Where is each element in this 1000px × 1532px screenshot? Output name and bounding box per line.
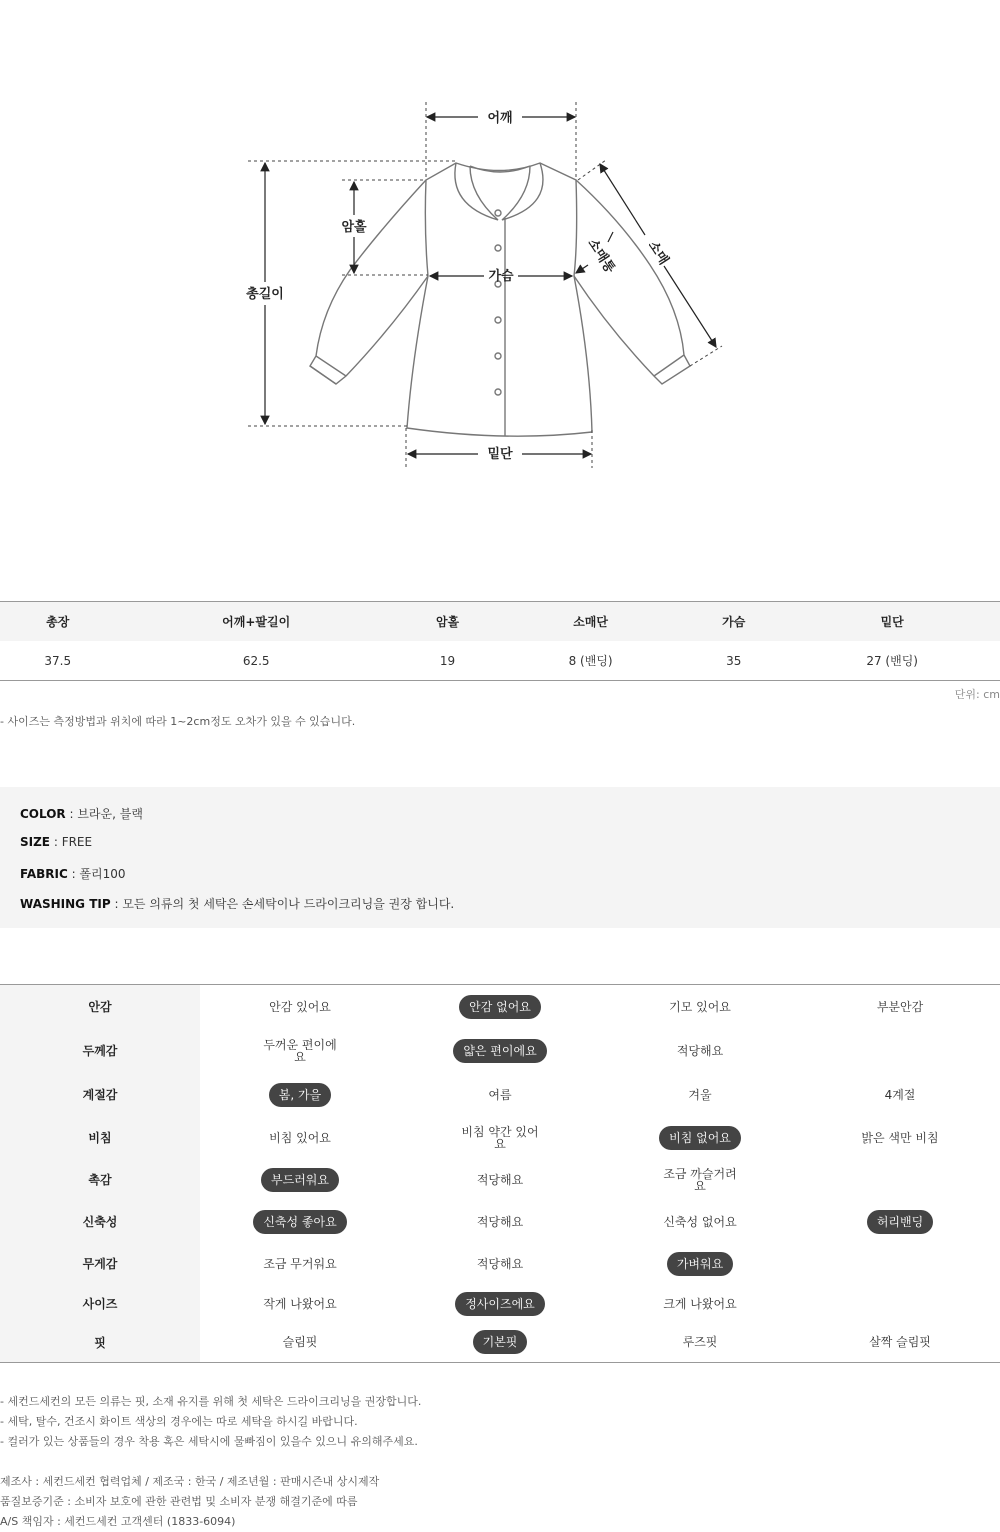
unit-label: 단위: cm xyxy=(954,688,1000,701)
feel-option: 적당해요 xyxy=(476,1256,524,1271)
feel-option-cell xyxy=(400,1243,600,1285)
feel-option: 신축성 없어요 xyxy=(663,1214,737,1229)
feel-option: 슬림핏 xyxy=(282,1335,318,1350)
size-value-cell: 62.5 xyxy=(115,641,396,681)
feel-option: 크게 나왔어요 xyxy=(663,1296,737,1311)
feel-option-cell xyxy=(800,1117,1000,1159)
feel-option: 겨울 xyxy=(688,1087,712,1102)
feel-option: 작게 나왔어요 xyxy=(263,1296,337,1311)
armhole-label: 암홀 xyxy=(341,220,367,235)
feel-option-cell xyxy=(600,1159,800,1201)
feel-row xyxy=(0,985,1000,1029)
size-label: SIZE xyxy=(20,835,51,849)
total-length-label: 총길이 xyxy=(246,287,284,302)
feel-option-selected: 기본핏 xyxy=(473,1330,528,1354)
washing-row xyxy=(20,895,454,912)
feel-row-label: 신축성 xyxy=(0,1201,200,1243)
blouse-outline xyxy=(310,163,690,436)
feel-row-label: 계절감 xyxy=(0,1073,200,1117)
size-table xyxy=(0,601,1000,681)
feel-option: 두꺼운 편이에요 xyxy=(263,1037,337,1064)
feel-option-cell xyxy=(200,1201,400,1243)
feel-option: 루즈핏 xyxy=(682,1335,718,1350)
feel-option-cell xyxy=(400,1201,600,1243)
blouse-illustration xyxy=(0,0,1000,560)
shoulder-label: 어깨 xyxy=(487,111,513,126)
feel-option-cell xyxy=(800,1029,1000,1073)
feel-option-cell xyxy=(400,1073,600,1117)
feel-option: 조금 무거워요 xyxy=(263,1256,337,1271)
feel-option-cell xyxy=(400,1285,600,1323)
feel-row-label: 비침 xyxy=(0,1117,200,1159)
feel-row xyxy=(0,1243,1000,1285)
care-note: - 세컨드세컨의 모든 의류는 핏, 소재 유지를 위해 첫 세탁은 드라이크리닝을 권장합니다. xyxy=(0,1395,422,1408)
feel-option: 적당해요 xyxy=(676,1043,724,1058)
size-value-cell: 35 xyxy=(683,641,784,681)
feel-option-selected: 비침 없어요 xyxy=(659,1126,741,1150)
size-value: : FREE xyxy=(50,835,93,849)
size-row xyxy=(20,835,92,849)
feel-option: 비침 있어요 xyxy=(269,1130,331,1145)
feel-option-selected: 신축성 좋아요 xyxy=(253,1210,346,1234)
feel-row-label: 두께감 xyxy=(0,1029,200,1073)
company-info: 품질보증기준 : 소비자 보호에 관한 관련법 및 소비자 분쟁 해결기준에 따름 xyxy=(0,1495,358,1508)
feel-option-cell xyxy=(800,1323,1000,1363)
hem-label: 밑단 xyxy=(487,447,513,462)
feel-option: 부분안감 xyxy=(876,999,924,1014)
feel-option-cell xyxy=(800,985,1000,1029)
size-value-cell: 8 (밴딩) xyxy=(498,641,683,681)
feel-option: 살짝 슬림핏 xyxy=(869,1335,931,1350)
feel-option-cell xyxy=(200,1117,400,1159)
washing-label: WASHING TIP xyxy=(20,897,111,911)
feel-option: 기모 있어요 xyxy=(669,999,731,1014)
feel-option-selected: 봄, 가을 xyxy=(269,1083,331,1107)
feel-option-cell xyxy=(400,1029,600,1073)
size-value-cell: 27 (밴딩) xyxy=(784,641,1000,681)
feel-option-cell xyxy=(200,1243,400,1285)
feel-option-cell xyxy=(600,1285,800,1323)
feel-row xyxy=(0,1285,1000,1323)
feel-option: 밝은 색만 비침 xyxy=(861,1130,939,1145)
company-info: A/S 책임자 : 세컨드세컨 고객센터 (1833-6094) xyxy=(0,1515,236,1528)
size-note: - 사이즈는 측정방법과 위치에 따라 1~2cm정도 오차가 있을 수 있습니다. xyxy=(0,715,356,728)
sleeve-width-label: 소매통 xyxy=(584,236,618,276)
feel-option-cell xyxy=(200,1285,400,1323)
company-info: 제조사 : 세컨드세컨 협력업체 / 제조국 : 한국 / 제조년월 : 판매시즌내 상시제작 xyxy=(0,1475,380,1488)
feel-row-label: 촉감 xyxy=(0,1159,200,1201)
feel-option-cell xyxy=(200,1159,400,1201)
feel-row-label: 사이즈 xyxy=(0,1285,200,1323)
feel-row xyxy=(0,1323,1000,1363)
chest-label: 가슴 xyxy=(488,269,514,284)
size-value-cell: 37.5 xyxy=(0,641,115,681)
feel-option-cell xyxy=(600,1117,800,1159)
feel-option: 조금 까슬거려요 xyxy=(663,1166,737,1193)
feel-option-cell xyxy=(800,1073,1000,1117)
feel-option-cell xyxy=(200,1029,400,1073)
size-table-header xyxy=(0,602,1000,642)
feel-option: 적당해요 xyxy=(476,1172,524,1187)
color-value: : 브라운, 블랙 xyxy=(65,807,143,821)
feel-option: 여름 xyxy=(488,1087,512,1102)
feel-option-cell xyxy=(400,985,600,1029)
size-header-cell: 소매단 xyxy=(498,602,683,642)
sleeve-label: 소매 xyxy=(644,238,672,268)
feel-option-selected: 허리밴딩 xyxy=(867,1210,933,1234)
feel-option-cell xyxy=(400,1117,600,1159)
feel-option-cell xyxy=(600,1201,800,1243)
feel-option-cell xyxy=(600,1243,800,1285)
color-label: COLOR xyxy=(20,807,66,821)
fabric-row xyxy=(20,865,126,882)
feel-option-selected: 부드러워요 xyxy=(261,1168,339,1192)
washing-value: : 모든 의류의 첫 세탁은 손세탁이나 드라이크리닝을 권장 합니다. xyxy=(110,897,455,911)
feel-option-cell xyxy=(200,985,400,1029)
size-header-cell: 어깨+팔길이 xyxy=(115,602,396,642)
care-note: - 컬러가 있는 상품들의 경우 착용 혹은 세탁시에 물빠짐이 있을수 있으니 유의해주세요. xyxy=(0,1435,418,1448)
measurement-diagram xyxy=(0,0,1000,560)
feel-row xyxy=(0,1117,1000,1159)
feel-option-cell xyxy=(400,1323,600,1363)
feel-option: 4계절 xyxy=(884,1087,916,1102)
feel-row xyxy=(0,1201,1000,1243)
color-row xyxy=(20,805,143,822)
size-header-cell: 총장 xyxy=(0,602,115,642)
feel-option: 적당해요 xyxy=(476,1214,524,1229)
feel-option-selected: 안감 없어요 xyxy=(459,995,541,1019)
size-header-cell: 암홀 xyxy=(397,602,498,642)
size-table-row xyxy=(0,641,1000,681)
size-header-cell: 가슴 xyxy=(683,602,784,642)
feel-row xyxy=(0,1073,1000,1117)
feel-table xyxy=(0,984,1000,1363)
feel-option-cell xyxy=(400,1159,600,1201)
feel-option-cell xyxy=(600,1323,800,1363)
feel-option-cell xyxy=(600,985,800,1029)
feel-row-label: 안감 xyxy=(0,985,200,1029)
feel-option-selected: 가벼워요 xyxy=(667,1252,733,1276)
size-header-cell: 밑단 xyxy=(784,602,1000,642)
feel-option-selected: 얇은 편이에요 xyxy=(453,1039,546,1063)
feel-option-cell xyxy=(600,1029,800,1073)
size-value-cell: 19 xyxy=(397,641,498,681)
feel-option-cell xyxy=(600,1073,800,1117)
care-note: - 세탁, 탈수, 건조시 화이트 색상의 경우에는 따로 세탁을 하시길 바랍니다. xyxy=(0,1415,358,1428)
feel-option-cell xyxy=(200,1323,400,1363)
feel-option-cell xyxy=(800,1243,1000,1285)
feel-row xyxy=(0,1159,1000,1201)
feel-row xyxy=(0,1029,1000,1073)
feel-row-label: 핏 xyxy=(0,1323,200,1363)
feel-option-cell xyxy=(800,1285,1000,1323)
feel-option: 비침 약간 있어요 xyxy=(461,1124,539,1151)
feel-option: 안감 있어요 xyxy=(269,999,331,1014)
feel-option-cell xyxy=(800,1201,1000,1243)
fabric-label: FABRIC xyxy=(20,867,68,881)
feel-option-selected: 정사이즈에요 xyxy=(455,1292,545,1316)
fabric-value: : 폴리100 xyxy=(67,867,126,881)
product-info-box xyxy=(0,787,1000,928)
feel-row-label: 무게감 xyxy=(0,1243,200,1285)
feel-option-cell xyxy=(800,1159,1000,1201)
feel-option-cell xyxy=(200,1073,400,1117)
